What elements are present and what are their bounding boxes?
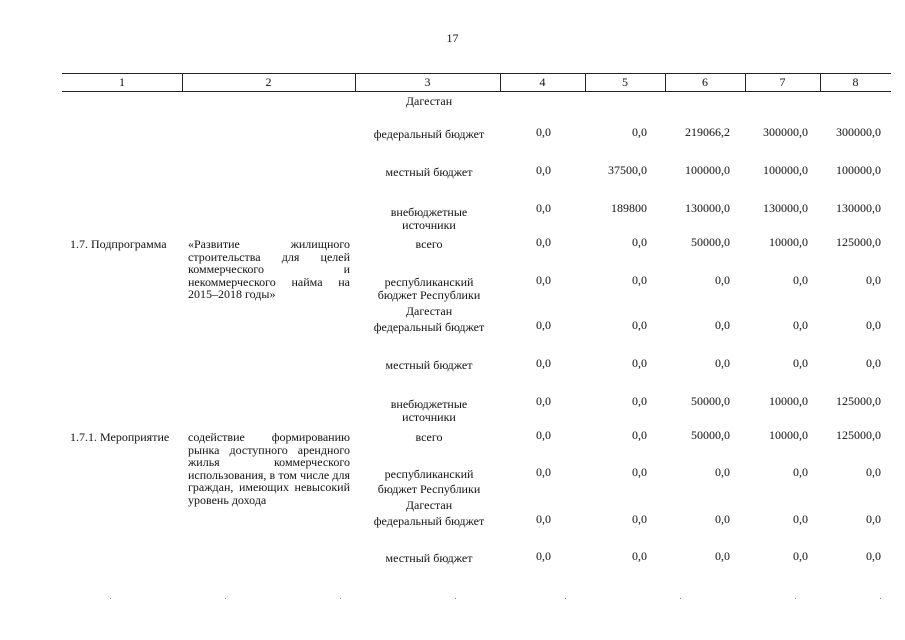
value-col5: 0,0 [632,394,647,408]
value-col5: 189800 [611,201,647,215]
column-header: 2 [265,75,272,89]
value-col8: 100000,0 [836,163,881,177]
funding-source: всего [415,430,443,444]
funding-source: Дагестан [405,304,453,318]
funding-source: источники [402,410,456,424]
funding-source: источники [402,218,456,232]
scan-speckles [60,598,890,600]
value-col4: 0,0 [536,318,551,332]
funding-source: местный бюджет [385,165,473,179]
funding-source: местный бюджет [385,551,473,565]
value-col8: 125000,0 [836,235,881,249]
column-header: 3 [424,75,431,89]
value-col7: 0,0 [793,356,808,370]
value-col6: 219066,2 [685,125,730,139]
header-bottom-rule [62,91,891,92]
value-col6: 50000,0 [691,394,730,408]
funding-source: Дагестан [405,498,453,512]
value-col6: 0,0 [715,549,730,563]
value-col5: 0,0 [632,318,647,332]
value-col8: 0,0 [866,465,881,479]
funding-source: федеральный бюджет [373,514,485,528]
value-col7: 10000,0 [769,235,808,249]
funding-source: бюджет Республики [377,482,481,496]
funding-source: федеральный бюджет [373,320,485,334]
value-col8: 0,0 [866,273,881,287]
header-top-rule [62,73,891,74]
value-col5: 0,0 [632,273,647,287]
value-col5: 0,0 [632,235,647,249]
program-name: содействие формированию рынка доступного арендного жилья коммерческого использования, в том числе для граждан, имеющих невысокий уровень дохода [188,430,350,507]
value-col4: 0,0 [536,201,551,215]
value-col6: 50000,0 [691,235,730,249]
value-col8: 125000,0 [836,428,881,442]
value-col4: 0,0 [536,549,551,563]
value-col4: 0,0 [536,356,551,370]
value-col4: 0,0 [536,125,551,139]
value-col7: 0,0 [793,549,808,563]
value-col6: 0,0 [715,465,730,479]
value-col6: 100000,0 [685,163,730,177]
value-col7: 0,0 [793,318,808,332]
funding-source: Дагестан [405,94,453,108]
value-col5: 0,0 [632,549,647,563]
program-code: 1.7. Подпрограмма [70,237,167,251]
value-col6: 130000,0 [685,201,730,215]
value-col6: 0,0 [715,318,730,332]
value-col5: 0,0 [632,356,647,370]
column-header: 4 [539,75,546,89]
funding-source: федеральный бюджет [373,127,485,141]
value-col4: 0,0 [536,512,551,526]
value-col4: 0,0 [536,235,551,249]
value-col5: 0,0 [632,512,647,526]
value-col8: 0,0 [866,356,881,370]
program-name: «Развитие жилищного строительства для целей коммерческого и некоммерческого найма на 2015–2018 годы» [188,237,350,301]
value-col7: 10000,0 [769,428,808,442]
column-header: 8 [852,75,859,89]
value-col8: 0,0 [866,318,881,332]
column-header: 5 [622,75,628,89]
value-col7: 10000,0 [769,394,808,408]
funding-source: местный бюджет [385,358,473,372]
value-col6: 0,0 [715,512,730,526]
page-number: 17 [446,31,459,45]
value-col6: 50000,0 [691,428,730,442]
value-col5: 0,0 [632,465,647,479]
value-col4: 0,0 [536,465,551,479]
funding-source: всего [415,237,443,251]
value-col6: 0,0 [715,356,730,370]
value-col7: 300000,0 [763,125,808,139]
value-col5: 0,0 [632,125,647,139]
program-code: 1.7.1. Мероприятие [70,430,170,444]
value-col5: 37500,0 [608,163,647,177]
value-col4: 0,0 [536,428,551,442]
funding-source: внебюджетные [390,205,468,219]
funding-source: республиканский [384,467,474,481]
value-col8: 0,0 [866,512,881,526]
funding-source: бюджет Республики [377,288,481,302]
value-col5: 0,0 [632,428,647,442]
value-col4: 0,0 [536,273,551,287]
value-col6: 0,0 [715,273,730,287]
value-col4: 0,0 [536,394,551,408]
value-col7: 0,0 [793,512,808,526]
value-col7: 0,0 [793,465,808,479]
funding-source: республиканский [384,275,474,289]
value-col8: 125000,0 [836,394,881,408]
value-col8: 300000,0 [836,125,881,139]
value-col8: 130000,0 [836,201,881,215]
column-header: 6 [702,75,708,89]
value-col8: 0,0 [866,549,881,563]
value-col4: 0,0 [536,163,551,177]
funding-source: внебюджетные [390,397,468,411]
value-col7: 130000,0 [763,201,808,215]
value-col7: 100000,0 [763,163,808,177]
value-col7: 0,0 [793,273,808,287]
column-header: 7 [779,75,786,89]
column-header: 1 [119,75,125,89]
